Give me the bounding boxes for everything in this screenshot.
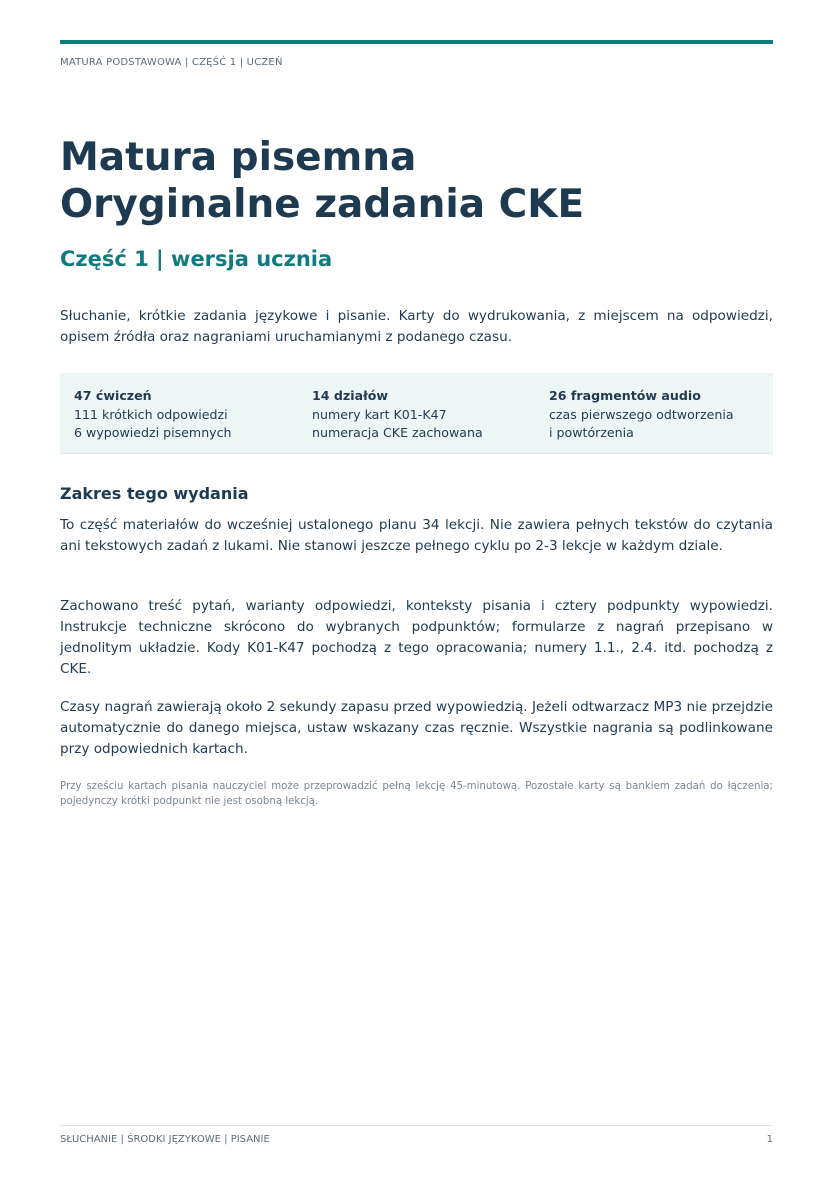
stat-audio <box>549 387 734 443</box>
stat-line: 6 wypowiedzi pisemnych <box>74 425 232 440</box>
body-paragraph: To część materiałów do wcześniej ustalonego planu 34 lekcji. Nie zawiera pełnych tekstów do czytania ani tekstowych zadań z lukami. Nie stanowi jeszcze pełnego cyklu po 2-3 lekcje w każdym dziale. <box>60 517 773 554</box>
intro-paragraph: Słuchanie, krótkie zadania językowe i pisanie. Karty do wydrukowania, z miejscem na odpowiedzi, opisem źródła oraz nagraniami uruchamianymi z podanego czasu. <box>60 308 773 345</box>
stat-line: 111 krótkich odpowiedzi <box>74 406 228 422</box>
stat-line: i powtórzenia <box>549 425 634 440</box>
stat-line: czas pierwszego odtworzenia <box>549 406 734 422</box>
section-heading: Zakres tego wydania <box>60 484 249 503</box>
body-paragraph: Zachowano treść pytań, warianty odpowiedzi, konteksty pisania i cztery podpunkty wypowiedzi. Instrukcje techniczne skrócono do wybranych podpunktów; formularze z nagrań przepisano w jednolitym układzie. Kody K01-K47 pochodzą z tego opracowania; numery 1.1., 2.4. itd. pochodzą z CKE. <box>60 598 773 677</box>
stats-box <box>60 373 773 454</box>
stat-line: numery kart K01-K47 <box>312 406 447 422</box>
document-subtitle: Część 1 | wersja ucznia <box>60 247 333 271</box>
stat-exercises <box>74 387 232 443</box>
top-accent-rule <box>60 40 773 44</box>
body-paragraph: Czasy nagrań zawierają około 2 sekundy zapasu przed wypowiedzią. Jeżeli odtwarzacz MP3 nie przejdzie automatycznie do danego miejsca, ustaw wskazany czas ręcznie. Wszystkie nagrania są podlinkowane przy odpowiednich kartach. <box>60 699 773 757</box>
running-header: MATURA PODSTAWOWA | CZĘŚĆ 1 | UCZEŃ <box>60 57 283 68</box>
stat-sections <box>312 387 483 443</box>
title-line-2: Oryginalne zadania CKE <box>60 182 585 227</box>
page-number: 1 <box>766 1134 773 1145</box>
stat-head: 47 ćwiczeń <box>74 388 152 403</box>
document-page <box>60 0 773 1179</box>
stat-head: 14 działów <box>312 388 389 403</box>
title-line-1: Matura pisemna <box>60 135 417 180</box>
stat-line: numeracja CKE zachowana <box>312 425 483 440</box>
footnote: Przy sześciu kartach pisania nauczyciel może przeprowadzić pełną lekcję 45-minutową. Pozostałe karty są bankiem zadań do łączenia; pojedynczy krótki podpunkt nie jest osobną lekcją. <box>60 781 773 807</box>
document-title <box>60 134 584 228</box>
running-footer: SŁUCHANIE | ŚRODKI JĘZYKOWE | PISANIE <box>60 1134 270 1145</box>
stat-head: 26 fragmentów audio <box>549 388 701 403</box>
footer-rule <box>60 1125 773 1126</box>
